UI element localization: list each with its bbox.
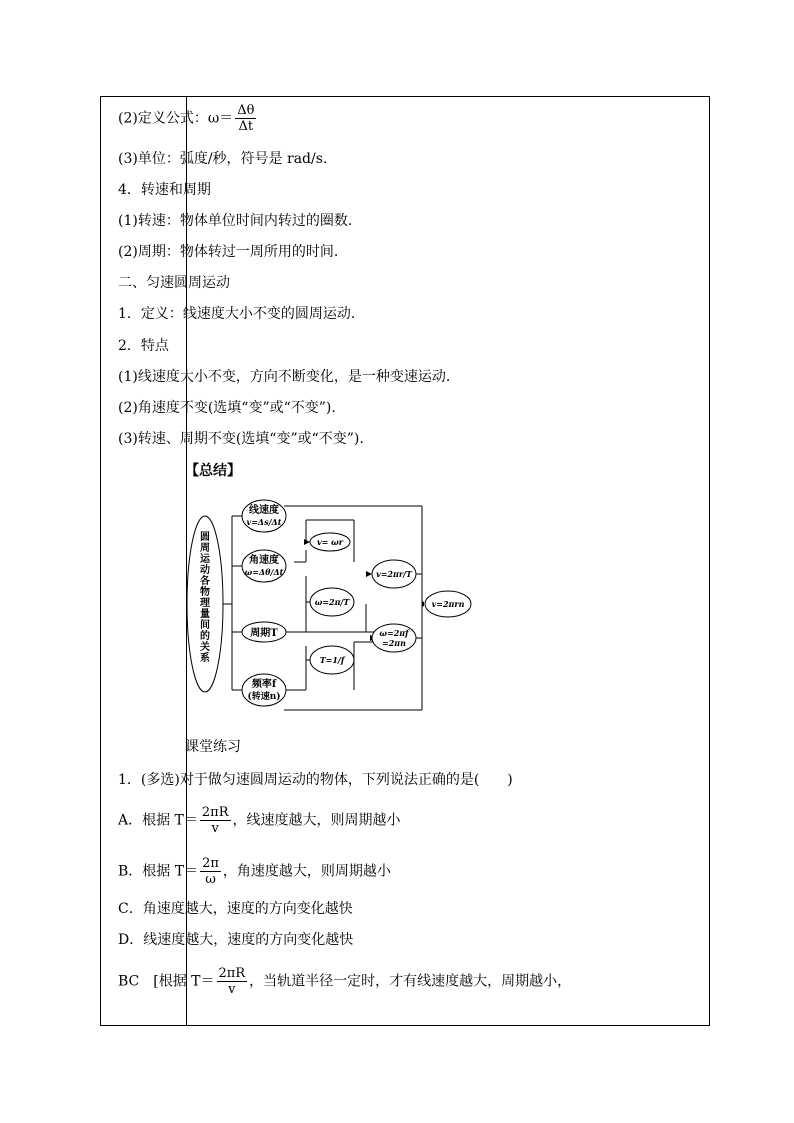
option-b-fraction <box>200 856 221 887</box>
period-label: 周期T <box>250 628 278 639</box>
option-d: D．线速度越大，速度的方向变化越快 <box>118 932 354 948</box>
angular-speed-label: 角速度 <box>249 555 279 566</box>
svg-text:圆: 圆 <box>200 532 210 543</box>
feature-3-line: (3)转速、周期不变(选填“变”或“不变”). <box>118 431 364 447</box>
svg-text:量: 量 <box>200 609 210 620</box>
fraction-numerator: 2πR <box>218 966 246 981</box>
uniform-definition-line: 1．定义：线速度大小不变的圆周运动. <box>118 306 356 322</box>
option-a <box>118 805 401 836</box>
linear-speed-label: 线速度 <box>249 505 279 516</box>
angular-speed-formula: ω=Δθ/Δt <box>244 567 284 577</box>
answer-prefix: BC [根据 T＝ <box>118 973 215 990</box>
summary-diagram <box>184 490 424 712</box>
svg-text:的: 的 <box>200 631 210 642</box>
svg-text:运: 运 <box>200 554 210 565</box>
option-a-suffix: ，线速度越大，则周期越小 <box>232 812 401 829</box>
main-concept-label <box>200 530 211 664</box>
definition-formula-line <box>118 103 258 134</box>
option-a-fraction <box>200 805 231 836</box>
rotation-speed-line: (1)转速：物体单位时间内转过的圈数. <box>118 213 353 229</box>
svg-text:各: 各 <box>200 576 210 587</box>
v-omega-r-label: v= ωr <box>317 537 343 547</box>
feature-2-line: (2)角速度不变(选填“变”或“不变”). <box>118 400 336 416</box>
option-b <box>118 856 391 887</box>
fraction-denominator: Δt <box>238 119 254 134</box>
svg-text:物: 物 <box>200 587 210 598</box>
practice-heading: 课堂练习 <box>185 739 241 755</box>
eq-2pin-label: =2πn <box>382 638 406 648</box>
svg-text:理: 理 <box>200 598 210 609</box>
option-b-suffix: ，角速度越大，则周期越小 <box>222 863 391 880</box>
option-b-prefix: B．根据 T＝ <box>118 863 199 880</box>
v-2pir-T-label: v=2πr/T <box>376 569 412 579</box>
fraction-denominator: v <box>211 821 219 836</box>
fraction-numerator: Δθ <box>237 103 255 118</box>
linear-speed-formula: v=Δs/Δt <box>246 517 282 527</box>
fraction-denominator: v <box>228 982 236 997</box>
fraction <box>235 103 256 134</box>
feature-1-line: (1)线速度大小不变，方向不断变化，是一种变速运动. <box>118 369 451 385</box>
svg-text:间: 间 <box>200 620 210 631</box>
definition-formula-text: (2)定义公式：ω＝ <box>118 110 234 127</box>
T-1-f-label: T=1/f <box>319 655 345 665</box>
fraction-numerator: 2πR <box>201 805 229 820</box>
svg-text:关: 关 <box>200 642 210 653</box>
answer-suffix: ，当轨道半径一定时，才有线速度越大，周期越小， <box>249 973 572 990</box>
question-1: 1．(多选)对于做匀速圆周运动的物体，下列说法正确的是( ) <box>118 772 513 788</box>
svg-text:动: 动 <box>200 565 210 576</box>
option-c: C．角速度越大，速度的方向变化越快 <box>118 901 353 917</box>
omega-2pi-T-label: ω=2π/T <box>314 597 350 607</box>
section-heading-rotation: 4．转速和周期 <box>118 182 211 198</box>
svg-text:系: 系 <box>200 653 210 664</box>
v-2pirn-label: v=2πrn <box>431 599 465 609</box>
unit-line: (3)单位：弧度/秒，符号是 rad/s. <box>118 151 328 167</box>
section-heading-uniform: 二、匀速圆周运动 <box>118 275 230 291</box>
rotation-speed-label: (转速n) <box>247 692 281 702</box>
omega-2pif-label: ω=2πf <box>379 628 409 638</box>
svg-text:周: 周 <box>200 543 210 554</box>
final-node-diagram <box>424 589 472 619</box>
features-heading: 2．特点 <box>118 338 169 354</box>
fraction-numerator: 2π <box>202 856 219 871</box>
summary-heading: 【总结】 <box>185 463 241 479</box>
answer-line <box>118 966 571 997</box>
option-a-prefix: A．根据 T＝ <box>118 812 198 829</box>
fraction-denominator: ω <box>205 872 216 887</box>
frequency-label: 频率f <box>251 679 277 690</box>
period-line: (2)周期：物体转过一周所用的时间. <box>118 244 339 260</box>
answer-fraction <box>217 966 248 997</box>
